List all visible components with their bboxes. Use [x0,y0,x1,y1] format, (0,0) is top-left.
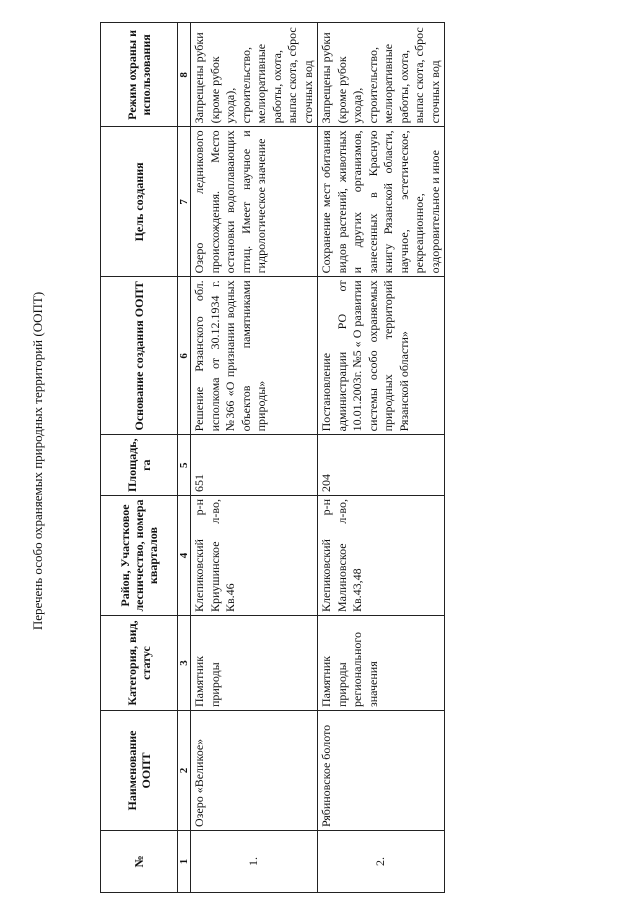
rotated-page [20,21,460,901]
row-number: 2. [318,831,445,893]
header-category: Категория, вид, статус [101,616,178,711]
header-purpose: Цель создания [101,127,178,277]
cell-area: 204 [318,435,445,496]
cell-name: Озеро «Великое» [191,711,318,831]
cell-regime: Запрещены рубки (кроме рубок ухода), строительство, мелиоративные работы, охота, выпас скота, сброс сточных вод [318,23,445,127]
cell-basis: Постановление администрации РО от 10.01.2003г. №5 « О развитии системы особо охраняемых природных территорий Рязанской области» [318,277,445,435]
header-number: № [101,831,178,893]
table-row [318,23,445,893]
column-number-row [178,23,191,893]
cell-category: Памятник природы [191,616,318,711]
header-district: Район, Участковое лесничество, номера кварталов [101,496,178,616]
header-name: Наименование ООПТ [101,711,178,831]
header-regime: Режим охраны и использования [101,23,178,127]
header-row [101,23,178,893]
column-number: 2 [178,711,191,831]
column-number: 8 [178,23,191,127]
row-number: 1. [191,831,318,893]
column-number: 5 [178,435,191,496]
header-basis: Основание создания ООПТ [101,277,178,435]
column-number: 7 [178,127,191,277]
ooopt-table [100,22,445,893]
cell-regime: Запрещены рубки (кроме рубок ухода), строительство, мелиоративные работы, охота, выпас скота, сброс сточных вод [191,23,318,127]
cell-basis: Решение Рязанского обл. исполкома от 30.12.1934 г. №366 «О признании водных объектов памятниками природы» [191,277,318,435]
header-area: Площадь, га [101,435,178,496]
column-number: 6 [178,277,191,435]
column-number: 4 [178,496,191,616]
cell-category: Памятник природы регионального значения [318,616,445,711]
table-row [191,23,318,893]
cell-purpose: Сохранение мест обитания видов растений, животных и других организмов, занесенных в Красную книгу Рязанской области, научное, эстетическое, рекреационное, оздоровительное и иное [318,127,445,277]
cell-name: Рябиновское болото [318,711,445,831]
column-number: 3 [178,616,191,711]
column-number: 1 [178,831,191,893]
cell-district: Клепиковский р-н Криушинское л-во, Кв.46 [191,496,318,616]
cell-district: Клепиковский р-н Малиновское л-во, Кв.43,48 [318,496,445,616]
cell-area: 651 [191,435,318,496]
document-title: Перечень особо охраняемых природных территорий (ООПТ) [30,291,45,631]
cell-purpose: Озеро ледникового происхождения. Место остановки водоплавающих птиц. Имеет научное и гидрологическое значение [191,127,318,277]
